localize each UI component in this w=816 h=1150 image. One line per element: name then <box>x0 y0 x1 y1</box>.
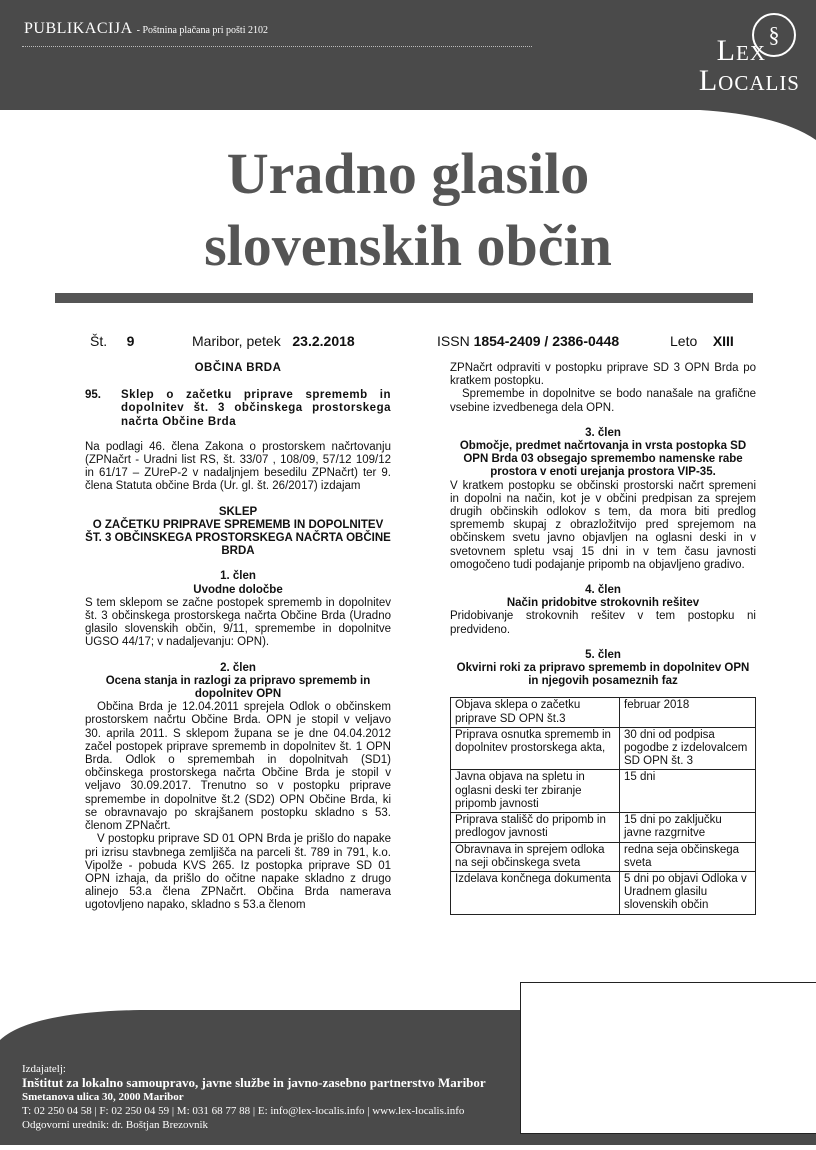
entry-title: Sklep o začetku priprave sprememb in dopolnitev št. 3 občinskega prostorskega načrta Občine Brda <box>121 389 391 428</box>
left-column <box>85 362 391 913</box>
clen4-title: Način pridobitve strokovnih rešitev <box>506 597 700 610</box>
dotted-divider <box>22 46 532 47</box>
leto-label: Leto <box>670 333 698 349</box>
date-value: 23.2.2018 <box>292 333 355 349</box>
paragraph-symbol-icon: § <box>752 13 796 57</box>
clen2-title: Ocena stanja in razlogi za pripravo sprememb in dopolnitev OPN <box>105 674 371 701</box>
publisher-address: Smetanova ulica 30, 2000 Maribor <box>22 1091 184 1103</box>
table-cell-phase: Priprava stališč do pripomb in predlogov javnosti <box>451 813 620 842</box>
clen2-number: 2. člen <box>220 661 256 674</box>
clen2-paragraph-2: V postopku priprave SD 01 OPN Brda je prišlo do napake pri izrisu stavbnega zemljišča na parceli št. 789 in 791, k.o. Vipolže - pobuda KVS 265. Iz postopka priprave SD 01 OPN izhaja, da prišlo do očitne napake skladno z drugo alinejo 53.a člena ZPNačrt. Občina Brda namerava ugotovljeno napako, skladno s 53.a členom <box>85 833 391 912</box>
table-cell-phase: Priprava osnutka sprememb in dopolnitev prostorskega akta, <box>451 727 620 770</box>
table-cell-phase: Izdelava končnega dokumenta <box>451 871 620 914</box>
leto-value: XIII <box>712 333 734 349</box>
continued-text-1: ZPNačrt odpraviti v postopku priprave SD 3 OPN Brda po kratkem postopku. <box>450 362 756 388</box>
clen5-number: 5. člen <box>585 648 621 661</box>
empty-box <box>520 982 816 1134</box>
issn <box>437 333 619 349</box>
table-cell-deadline: 15 dni po zaključku javne razgrnitve <box>620 813 756 842</box>
place-date-label: Maribor, petek <box>192 333 281 349</box>
table-cell-phase: Obravnava in sprejem odloka na seji občinskega sveta <box>451 842 620 871</box>
postnina-label: - Poštnina plačana pri pošti 2102 <box>136 25 268 36</box>
publication-line <box>24 20 268 38</box>
table-cell-deadline: 5 dni po objavi Odloka v Uradnem glasilu slovenskih občin <box>620 871 756 914</box>
izdajatelj-label: Izdajatelj: <box>22 1063 66 1075</box>
sklep-title: SKLEP <box>218 505 258 518</box>
clen1-text: S tem sklepom se začne postopek sprememb in dopolnitev št. 3 občinskega prostorskega načrta Občine Brda (Uradno glasilo slovenskih občin, 9/11, spremembe in dopolnitve UGSO 44/17; v nadaljevanju: OPN). <box>85 596 391 649</box>
entry-number: 95. <box>85 389 101 402</box>
clen2-paragraph-1: Občina Brda je 12.04.2011 sprejela Odlok o občinskem prostorskem načrtu Občine Brda. OPN je stopil v veljavo 30. aprila 2011. S sklepom župana se je dne 04.04.2012 začel postopek priprave sprememb in dopolnitev št. 1 OPN Brda. Odlok o spremembah in dopolnitvah (SD1) občinskega prostorskega načrta Občine Brda je stopil v veljavo 30.09.2017. Trenutno so v postopku priprave spremembe in dopolnitve št.2 (SD2) OPN Občine Brda, ki se obravnavajo po skrajšanem postopku skladno s 53. členom ZPNačrt. <box>85 701 391 833</box>
st-value: 9 <box>126 333 135 349</box>
leto <box>670 333 734 349</box>
title-rule <box>55 293 753 303</box>
table-cell-deadline: 15 dni <box>620 770 756 813</box>
publisher-contacts: T: 02 250 04 58 | F: 02 250 04 59 | M: 031 68 77 88 | E: info@lex-localis.info | www.lex-localis.info <box>22 1105 465 1117</box>
table-row <box>451 727 756 770</box>
table-row <box>451 770 756 813</box>
clen5-title: Okvirni roki za pripravo sprememb in dopolnitev OPN in njegovih posameznih faz <box>456 662 750 688</box>
table-cell-deadline: redna seja občinskega sveta <box>620 842 756 871</box>
table-row <box>451 813 756 842</box>
deadlines-table <box>450 697 756 914</box>
publisher-info <box>22 1062 486 1132</box>
table-row <box>451 698 756 727</box>
lex-localis-logo <box>699 36 800 96</box>
continued-text-2: Spremembe in dopolnitve se bodo nanašale na grafične vsebine izvedbenega dela OPN. <box>450 388 756 414</box>
table-cell-phase: Objava sklepa o začetku priprave SD OPN št.3 <box>451 698 620 727</box>
intro-text: Na podlagi 46. člena Zakona o prostorskem načrtovanju (ZPNačrt - Uradni list RS, št. 33/07 , 108/09, 57/12 109/12 in 61/17 – ZUreP-2 v nadaljnjem besedilu ZPNačrt) ter 9. člena Statuta občine Brda (Ur. gl. št. 26/2017) izdajam <box>85 440 391 493</box>
right-column <box>450 362 756 915</box>
issn-value: 1854-2409 / 2386-0448 <box>473 333 620 349</box>
clen3-number: 3. člen <box>585 426 621 439</box>
table-cell-phase: Javna objava na spletu in oglasni deski ter zbiranje pripomb javnosti <box>451 770 620 813</box>
publikacija-label: PUBLIKACIJA <box>24 20 133 37</box>
table-row <box>451 842 756 871</box>
page-title-line-2: slovenskih občin <box>204 213 612 278</box>
editor-in-chief: Odgovorni urednik: dr. Boštjan Brezovnik <box>22 1119 209 1131</box>
entry-heading <box>85 389 391 429</box>
issue-number <box>90 333 134 349</box>
issue-date <box>192 333 355 349</box>
logo-line-1: Lex <box>716 34 766 67</box>
issn-label: ISSN <box>437 333 470 349</box>
clen3-title: Območje, predmet načrtovanja in vrsta postopka SD OPN Brda 03 obsegajo spremembo namenske rabe prostora v enoti urejanja prostora VIP-35. <box>459 440 747 479</box>
clen4-text: Pridobivanje strokovnih rešitev v tem postopku ni predvideno. <box>450 610 756 636</box>
table-row <box>451 871 756 914</box>
page-title-line-1: Uradno glasilo <box>226 141 590 206</box>
st-label: Št. <box>90 333 108 349</box>
clen3-text: V kratkem postopku se občinski prostorski načrt spremeni in dopolni na način, kot je v občini predpisan za sprejem drugih občinskih odlokov s tem, da mora biti predlog sprememb skupaj z obrazložitvijo pred sprejemom na občinskem svetu javno objavljen na oglasni deski in v svetovnem spletu vsaj 15 dni in v tem času javnosti omogočeno tudi podajanje pripomb na objavljeno gradivo. <box>450 479 756 571</box>
obcina-heading: OBČINA BRDA <box>194 362 282 374</box>
clen4-number: 4. člen <box>585 584 621 597</box>
clen1-title: Uvodne določbe <box>193 583 283 596</box>
table-cell-deadline: februar 2018 <box>620 698 756 727</box>
table-cell-deadline: 30 dni od podpisa pogodbe z izdelovalcem SD OPN št. 3 <box>620 727 756 770</box>
sklep-subtitle: O ZAČETKU PRIPRAVE SPREMEMB IN DOPOLNITEV ŠT. 3 OBČINSKEGA PROSTORSKEGA NAČRTA OBČINE BRDA <box>85 518 391 558</box>
publisher-name: Inštitut za lokalno samoupravo, javne službe in javno-zasebno partnerstvo Maribor <box>22 1075 486 1090</box>
logo-line-2: Localis <box>698 64 800 97</box>
clen1-number: 1. člen <box>220 570 256 583</box>
